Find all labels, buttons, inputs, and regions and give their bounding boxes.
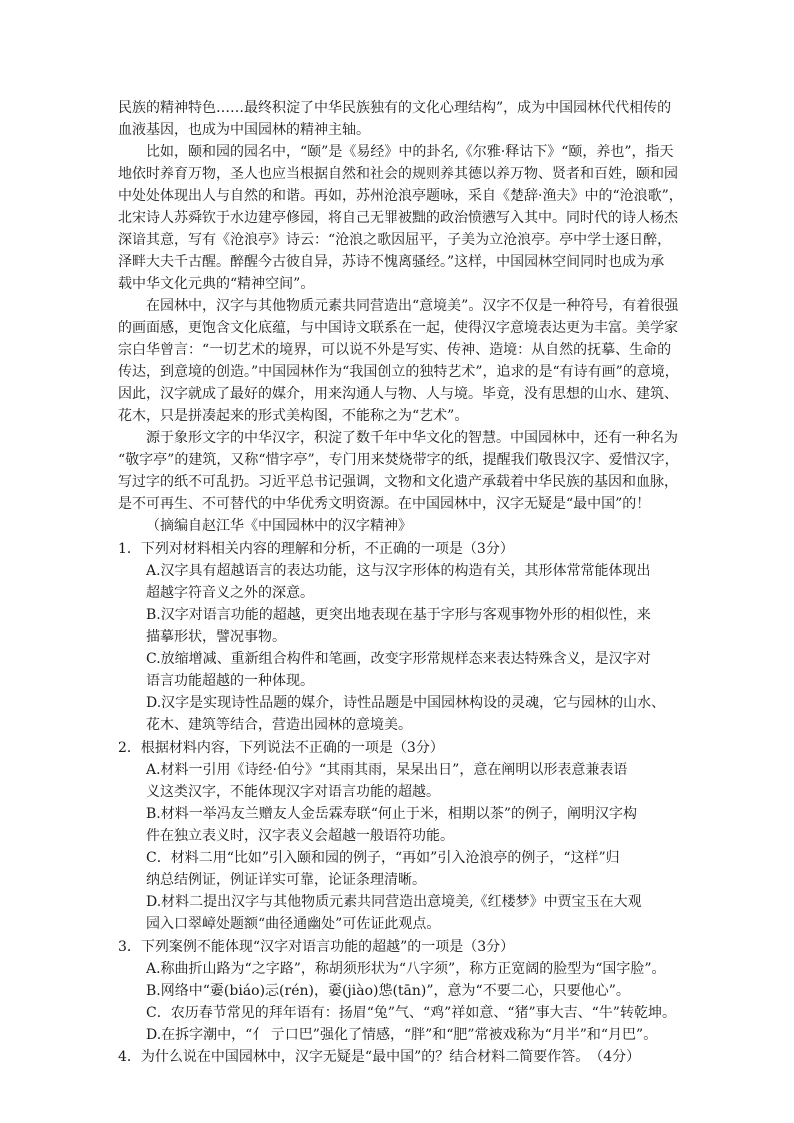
question-2-option-b-line-2: 件在独立表义时，汉字表义会超越一般语符功能。 [146,828,454,844]
question-1-option-b-line-2: 描摹形状，譬况事物。 [146,629,286,645]
question-1-option-a-line-2: 超越字符音义之外的深意。 [146,585,314,601]
passage-p2-line-4: 北宋诗人苏舜钦于水边建亭修园，将自己无罪被黜的政治愤懑写入其中。同时代的诗人杨杰 [118,210,678,226]
passage-p3-line-5: 因此，汉字就成了最好的媒介，用来沟通人与物、人与境。毕竟，没有思想的山水、建筑、 [118,386,678,402]
passage-p3-line-2: 的画面感，更饱含文化底蕴，与中国诗文联系在一起，使得汉字意境表达更为丰富。美学家 [118,320,678,336]
question-2-option-d-line-1: D.材料二提出汉字与其他物质元素共同营造出意境美,《红楼梦》中贾宝玉在大观 [146,894,642,910]
passage-p4-line-2: “敬字亭”的建筑，又称“惜字亭”，专门用来焚烧带字的纸，提醒我们敬畏汉字、爱惜汉字， [118,452,679,468]
question-2-option-b-line-1: B.材料一举冯友兰赠友人金岳霖寿联“何止于米，相期以茶”的例子，阐明汉字构 [146,806,638,822]
question-3-option-c: C．农历春节常见的拜年语有：扬眉“兔”气、“鸡”祥如意、“猪”事大吉、“牛”转乾坤。 [146,1005,676,1021]
passage-p2-line-7: 载中华文化元典的“精神空间”。 [118,276,315,292]
question-4-stem: 4．为什么说在中国园林中，汉字无疑是“最中国”的？结合材料二简要作答。 （4分） [118,1049,641,1065]
question-2-option-a-line-1: A.材料一引用《诗经·伯兮》“其雨其雨，杲杲出日”，意在阐明以形表意兼表语 [146,762,628,778]
passage-p2-line-1: 比如，颐和园的园名中，“颐”是《易经》中的卦名,《尔雅·释诂下》“颐，养也”，指天 [146,144,674,160]
passage-source: （摘编自赵江华《中国园林中的汉字精神》 [146,518,412,534]
passage-p3-line-1: 在园林中，汉字与其他物质元素共同营造出“意境美”。汉字不仅是一种符号，有着很强 [146,298,679,314]
passage-p4-line-3: 写过字的纸不可乱扔。习近平总书记强调，文物和文化遗产承载着中华民族的基因和血脉， [118,474,678,490]
passage-p4-line-4: 是不可再生、不可替代的中华优秀文明资源。在中国园林中，汉字无疑是“最中国”的！ [118,496,651,512]
question-1-option-c-line-1: C.放缩增减、重新组合构件和笔画，改变字形常规样态来表达特殊含义，是汉字对 [146,651,651,667]
passage-p2-line-3: 中处处体现出人与自然的和谐。再如，苏州沧浪亭题咏，采自《楚辞·渔夫》中的“沧浪歌”， [118,188,683,204]
passage-p4-line-1: 源于象形文字的中华汉字，积淀了数千年中华文化的智慧。中国园林中，还有一种名为 [146,430,678,446]
question-1-option-d-line-2: 花木、建筑等结合，营造出园林的意境美。 [146,717,412,733]
passage-p3-line-3: 宗白华曾言：“一切艺术的境界，可以说不外是写实、传神、造境：从自然的抚摹、生命的 [118,342,672,358]
passage-p3-line-4: 传达，到意境的创造。”中国园林作为“我国创立的独特艺术”，追求的是“有诗有画”的意境， [118,364,679,380]
passage-p2-line-5: 深谙其意，写有《沧浪亭》诗云：“沧浪之歌因屈平，子美为立沧浪亭。亭中学士逐日醉， [118,232,672,248]
question-2-option-a-line-2: 义这类汉字，不能体现汉字对语言功能的超越。 [146,784,440,800]
question-1-option-b-line-1: B.汉字对语言功能的超越，更突出地表现在基于字形与客观事物外形的相似性，来 [146,607,651,623]
question-3-stem: 3．下列案例不能体现“汉字对语言功能的超越”的一项是（3分） [118,939,515,955]
question-3-option-a: A.称曲折山路为“之字路”，称胡须形状为“八字须”，称方正宽阔的脸型为“国字脸”。 [146,961,666,977]
passage-p2-line-6: 泽畔大夫千古醒。醉醒今古彼自异，苏诗不愧离骚经。”这样，中国园林空间同时也成为承 [118,254,665,270]
question-3-option-b: B.网络中“嫑(biáo)忈(rén)，嫑(jiào)怹(tān)”，意为“不要二心，只要他心”。 [146,983,630,999]
question-1-stem: 1．下列对材料相关内容的理解和分析，不正确的一项是（3分） [118,541,514,557]
passage-p2-line-2: 地依时养育万物，圣人也应当根据自然和社会的规则养其德以养万物、贤者和百姓，颐和园 [118,166,678,182]
question-3-option-d: D.在拆字潮中，“亻 亍口巴”强化了情感，“胖”和“肥”常被戏称为“月半”和“月巴”。 [146,1027,658,1043]
question-2-option-c-line-2: 纳总结例证，例证详实可靠，论证条理清晰。 [146,872,426,888]
passage-p1-line-1: 民族的精神特色……最终积淀了中华民族独有的文化心理结构”，成为中国园林代代相传的 [118,100,672,116]
question-1-option-c-line-2: 语言功能超越的一种体现。 [146,673,314,689]
question-2-stem: 2．根据材料内容，下列说法不正确的一项是（3分） [118,740,444,756]
question-2-option-d-line-2: 园入口翠嶂处题额“曲径通幽处”可佐证此观点。 [146,916,441,932]
question-1-option-a-line-1: A.汉字具有超越语言的表达功能，这与汉字形体的构造有关，其形体常常能体现出 [146,563,651,579]
passage-p1-line-2: 血液基因，也成为中国园林的精神主轴。 [118,122,370,138]
question-2-option-c-line-1: C．材料二用“比如”引入颐和园的例子，“再如”引入沧浪亭的例子，“这样”归 [146,850,620,866]
question-1-option-d-line-1: D.汉字是实现诗性品题的媒介，诗性品题是中国园林构设的灵魂，它与园林的山水、 [146,695,666,711]
passage-p3-line-6: 花木，只是拼凑起来的形式美构图，不能称之为“艺术”。 [118,408,469,424]
